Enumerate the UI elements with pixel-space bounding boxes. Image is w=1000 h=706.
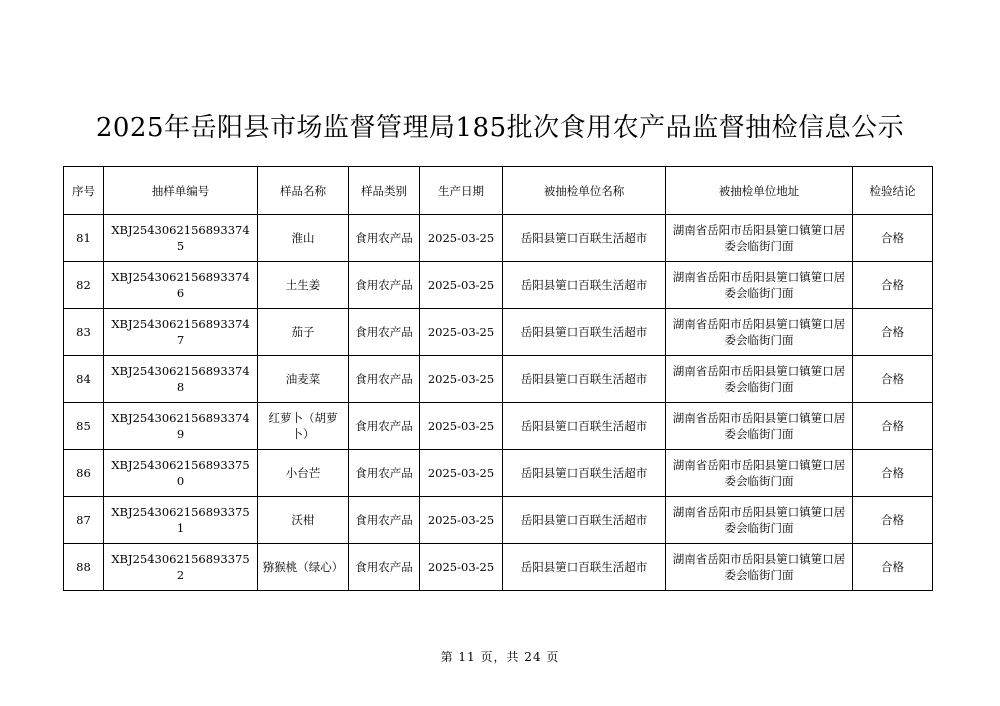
- cell-sample-number: XBJ25430621568933751: [104, 497, 258, 544]
- cell-sample-category: 食用农产品: [349, 544, 420, 591]
- cell-conclusion: 合格: [853, 309, 933, 356]
- cell-index: 81: [64, 215, 104, 262]
- table-row: [64, 356, 933, 403]
- cell-conclusion: 合格: [853, 497, 933, 544]
- cell-production-date: 2025-03-25: [420, 356, 503, 403]
- cell-unit-name: 岳阳县筻口百联生活超市: [503, 309, 666, 356]
- cell-sample-name: 小台芒: [258, 450, 349, 497]
- cell-sample-category: 食用农产品: [349, 403, 420, 450]
- cell-sample-number: XBJ25430621568933745: [104, 215, 258, 262]
- header-cell-unit-name: 被抽检单位名称: [503, 167, 666, 215]
- table-row: [64, 450, 933, 497]
- cell-production-date: 2025-03-25: [420, 309, 503, 356]
- cell-unit-name: 岳阳县筻口百联生活超市: [503, 450, 666, 497]
- cell-index: 85: [64, 403, 104, 450]
- cell-sample-category: 食用农产品: [349, 356, 420, 403]
- cell-conclusion: 合格: [853, 403, 933, 450]
- cell-sample-number: XBJ25430621568933749: [104, 403, 258, 450]
- cell-conclusion: 合格: [853, 215, 933, 262]
- cell-sample-name: 土生姜: [258, 262, 349, 309]
- table-row: [64, 215, 933, 262]
- cell-production-date: 2025-03-25: [420, 497, 503, 544]
- cell-unit-address: 湖南省岳阳市岳阳县筻口镇筻口居委会临街门面: [666, 450, 853, 497]
- table-row: [64, 403, 933, 450]
- cell-conclusion: 合格: [853, 544, 933, 591]
- table-row: [64, 544, 933, 591]
- cell-sample-name: 猕猴桃（绿心）: [258, 544, 349, 591]
- cell-conclusion: 合格: [853, 262, 933, 309]
- header-cell-sample-name: 样品名称: [258, 167, 349, 215]
- cell-production-date: 2025-03-25: [420, 215, 503, 262]
- cell-sample-category: 食用农产品: [349, 450, 420, 497]
- page-title: 2025年岳阳县市场监督管理局185批次食用农产品监督抽检信息公示: [95, 113, 905, 143]
- cell-sample-number: XBJ25430621568933746: [104, 262, 258, 309]
- cell-sample-number: XBJ25430621568933750: [104, 450, 258, 497]
- cell-index: 82: [64, 262, 104, 309]
- header-cell-index: 序号: [64, 167, 104, 215]
- cell-production-date: 2025-03-25: [420, 262, 503, 309]
- header-cell-unit-address: 被抽检单位地址: [666, 167, 853, 215]
- cell-unit-name: 岳阳县筻口百联生活超市: [503, 262, 666, 309]
- cell-index: 86: [64, 450, 104, 497]
- cell-index: 83: [64, 309, 104, 356]
- cell-sample-category: 食用农产品: [349, 309, 420, 356]
- cell-index: 87: [64, 497, 104, 544]
- cell-unit-address: 湖南省岳阳市岳阳县筻口镇筻口居委会临街门面: [666, 309, 853, 356]
- cell-index: 88: [64, 544, 104, 591]
- header-cell-sample-category: 样品类别: [349, 167, 420, 215]
- header-cell-sample-number: 抽样单编号: [104, 167, 258, 215]
- cell-unit-name: 岳阳县筻口百联生活超市: [503, 403, 666, 450]
- cell-conclusion: 合格: [853, 356, 933, 403]
- cell-unit-name: 岳阳县筻口百联生活超市: [503, 215, 666, 262]
- cell-production-date: 2025-03-25: [420, 450, 503, 497]
- cell-sample-name: 红萝卜（胡萝卜）: [258, 403, 349, 450]
- cell-sample-number: XBJ25430621568933748: [104, 356, 258, 403]
- inspection-table: [63, 166, 933, 591]
- cell-unit-address: 湖南省岳阳市岳阳县筻口镇筻口居委会临街门面: [666, 262, 853, 309]
- cell-sample-name: 淮山: [258, 215, 349, 262]
- table-header-row: [64, 167, 933, 215]
- cell-sample-category: 食用农产品: [349, 262, 420, 309]
- cell-unit-name: 岳阳县筻口百联生活超市: [503, 497, 666, 544]
- header-cell-conclusion: 检验结论: [853, 167, 933, 215]
- cell-sample-number: XBJ25430621568933747: [104, 309, 258, 356]
- table-row: [64, 309, 933, 356]
- table-row: [64, 262, 933, 309]
- cell-unit-name: 岳阳县筻口百联生活超市: [503, 544, 666, 591]
- cell-conclusion: 合格: [853, 450, 933, 497]
- cell-unit-address: 湖南省岳阳市岳阳县筻口镇筻口居委会临街门面: [666, 356, 853, 403]
- cell-sample-name: 茄子: [258, 309, 349, 356]
- cell-unit-address: 湖南省岳阳市岳阳县筻口镇筻口居委会临街门面: [666, 497, 853, 544]
- page-number-footer: 第 11 页，共 24 页: [440, 650, 560, 664]
- cell-production-date: 2025-03-25: [420, 403, 503, 450]
- cell-sample-name: 油麦菜: [258, 356, 349, 403]
- cell-unit-address: 湖南省岳阳市岳阳县筻口镇筻口居委会临街门面: [666, 544, 853, 591]
- cell-unit-name: 岳阳县筻口百联生活超市: [503, 356, 666, 403]
- cell-sample-name: 沃柑: [258, 497, 349, 544]
- cell-index: 84: [64, 356, 104, 403]
- cell-production-date: 2025-03-25: [420, 544, 503, 591]
- cell-sample-number: XBJ25430621568933752: [104, 544, 258, 591]
- header-cell-production-date: 生产日期: [420, 167, 503, 215]
- cell-unit-address: 湖南省岳阳市岳阳县筻口镇筻口居委会临街门面: [666, 403, 853, 450]
- cell-unit-address: 湖南省岳阳市岳阳县筻口镇筻口居委会临街门面: [666, 215, 853, 262]
- table-row: [64, 497, 933, 544]
- cell-sample-category: 食用农产品: [349, 497, 420, 544]
- cell-sample-category: 食用农产品: [349, 215, 420, 262]
